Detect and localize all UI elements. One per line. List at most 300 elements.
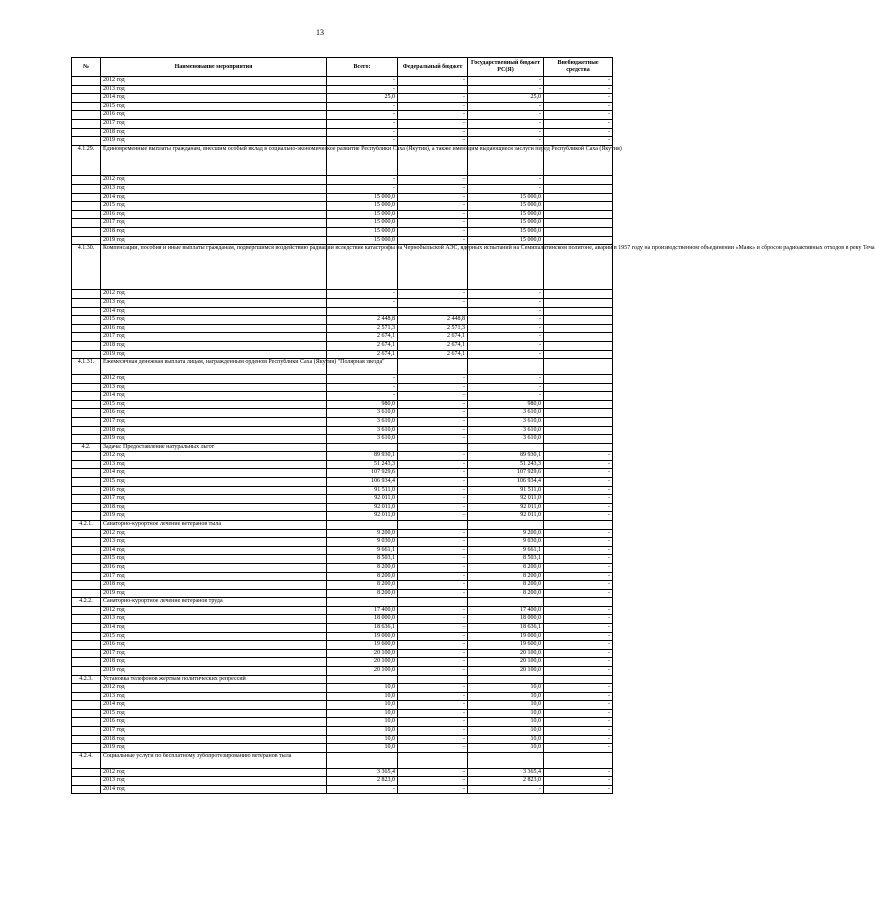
federal-value: - — [398, 555, 468, 564]
col-header-federal: Федеральный бюджет — [398, 58, 468, 77]
federal-value: 2 674,1 — [398, 333, 468, 342]
extrabudget-value: - — [544, 563, 613, 572]
state-value: 3 610,0 — [468, 426, 544, 435]
table-row-year — [72, 735, 613, 744]
federal-value: - — [398, 375, 468, 384]
extrabudget-value — [544, 342, 613, 351]
year-label: 2014 год — [101, 701, 327, 710]
empty-number-cell — [72, 137, 101, 146]
federal-value — [398, 85, 468, 94]
empty-number-cell — [72, 375, 101, 384]
empty-number-cell — [72, 452, 101, 461]
state-value: - — [468, 176, 544, 185]
federal-value: - — [398, 718, 468, 727]
table-row-year — [72, 503, 613, 512]
federal-value: - — [398, 202, 468, 211]
empty-number-cell — [72, 718, 101, 727]
item-description: Ежемесячная денежная выплата лицам, награжденным орденом Республики Саха (Якутия) "Полярная звезда" — [101, 359, 327, 375]
table-row-year — [72, 128, 613, 137]
empty-cell — [544, 752, 613, 768]
table-row-year — [72, 529, 613, 538]
empty-number-cell — [72, 460, 101, 469]
federal-value: - — [398, 538, 468, 547]
extrabudget-value: - — [544, 692, 613, 701]
extrabudget-value — [544, 435, 613, 444]
federal-value: - — [398, 210, 468, 219]
empty-number-cell — [72, 227, 101, 236]
empty-cell — [468, 443, 544, 452]
state-value: 10,0 — [468, 744, 544, 753]
empty-cell — [327, 598, 398, 607]
federal-value — [398, 307, 468, 316]
item-number: 4.1.31. — [72, 359, 101, 375]
state-value: 8 200,0 — [468, 581, 544, 590]
extrabudget-value — [544, 210, 613, 219]
federal-value: 2 448,8 — [398, 316, 468, 325]
federal-value: - — [398, 692, 468, 701]
year-label: 2012 год — [101, 176, 327, 185]
empty-number-cell — [72, 555, 101, 564]
extrabudget-value — [544, 299, 613, 308]
total-value: 20 100,0 — [327, 658, 398, 667]
year-label: 2012 год — [101, 77, 327, 86]
table-row-year — [72, 495, 613, 504]
empty-number-cell — [72, 77, 101, 86]
extrabudget-value — [544, 290, 613, 299]
table-row-year — [72, 383, 613, 392]
table-row-year — [72, 606, 613, 615]
year-label: 2015 год — [101, 555, 327, 564]
extrabudget-value: - — [544, 589, 613, 598]
total-value — [327, 307, 398, 316]
empty-number-cell — [72, 290, 101, 299]
year-label: 2015 год — [101, 102, 327, 111]
total-value: - — [327, 375, 398, 384]
year-label: 2019 год — [101, 350, 327, 359]
state-value: 15 000,0 — [468, 202, 544, 211]
empty-number-cell — [72, 193, 101, 202]
extrabudget-value: - — [544, 658, 613, 667]
federal-value: - — [398, 777, 468, 786]
table-row-item — [72, 245, 613, 290]
year-label: 2016 год — [101, 324, 327, 333]
federal-value: - — [398, 383, 468, 392]
empty-number-cell — [72, 94, 101, 103]
year-label: 2018 год — [101, 342, 327, 351]
year-label: 2017 год — [101, 418, 327, 427]
state-value: - — [468, 119, 544, 128]
item-number: 4.2. — [72, 443, 101, 452]
total-value: 19 000,0 — [327, 632, 398, 641]
total-value: 92 011,0 — [327, 495, 398, 504]
federal-value: - — [398, 426, 468, 435]
extrabudget-value — [544, 193, 613, 202]
extrabudget-value: - — [544, 102, 613, 111]
extrabudget-value — [544, 227, 613, 236]
table-row-year — [72, 658, 613, 667]
total-value: - — [327, 102, 398, 111]
empty-number-cell — [72, 478, 101, 487]
empty-number-cell — [72, 316, 101, 325]
table-row-year — [72, 219, 613, 228]
table-row-year — [72, 538, 613, 547]
table-row-year — [72, 227, 613, 236]
table-row-year — [72, 111, 613, 120]
extrabudget-value — [544, 333, 613, 342]
extrabudget-value: - — [544, 128, 613, 137]
year-label: 2017 год — [101, 649, 327, 658]
total-value: 2 674,1 — [327, 350, 398, 359]
federal-value: - — [398, 512, 468, 521]
year-label: 2019 год — [101, 666, 327, 675]
table-row-year — [72, 77, 613, 86]
budget-table — [71, 57, 875, 794]
col-header-name: Наименование мероприятия — [101, 58, 327, 77]
year-label: 2014 год — [101, 546, 327, 555]
empty-cell — [468, 598, 544, 607]
empty-cell — [398, 245, 468, 290]
state-value: 15 000,0 — [468, 236, 544, 245]
year-label: 2013 год — [101, 460, 327, 469]
empty-cell — [398, 359, 468, 375]
state-value: 10,0 — [468, 735, 544, 744]
table-row-year — [72, 563, 613, 572]
federal-value: - — [398, 193, 468, 202]
extrabudget-value: - — [544, 735, 613, 744]
empty-number-cell — [72, 684, 101, 693]
table-row-year — [72, 324, 613, 333]
table-row-year — [72, 210, 613, 219]
federal-value: - — [398, 546, 468, 555]
federal-value: - — [398, 727, 468, 736]
extrabudget-value: - — [544, 486, 613, 495]
federal-value: - — [398, 572, 468, 581]
total-value: 18 000,0 — [327, 615, 398, 624]
extrabudget-value: - — [544, 701, 613, 710]
extrabudget-value: - — [544, 119, 613, 128]
table-row-year — [72, 193, 613, 202]
table-row-year — [72, 316, 613, 325]
empty-number-cell — [72, 649, 101, 658]
federal-value: - — [398, 581, 468, 590]
year-label: 2017 год — [101, 333, 327, 342]
state-value: 9 661,1 — [468, 546, 544, 555]
empty-number-cell — [72, 102, 101, 111]
extrabudget-value: - — [544, 460, 613, 469]
table-row-year — [72, 184, 613, 193]
empty-number-cell — [72, 563, 101, 572]
table-row-year — [72, 102, 613, 111]
state-value: 8 200,0 — [468, 572, 544, 581]
total-value: 92 011,0 — [327, 512, 398, 521]
empty-number-cell — [72, 400, 101, 409]
federal-value: - — [398, 111, 468, 120]
year-label: 2015 год — [101, 709, 327, 718]
extrabudget-value: - — [544, 666, 613, 675]
empty-number-cell — [72, 623, 101, 632]
year-label: 2014 год — [101, 469, 327, 478]
state-value: 10,0 — [468, 701, 544, 710]
state-value: - — [468, 111, 544, 120]
federal-value: - — [398, 495, 468, 504]
state-value: 15 000,0 — [468, 227, 544, 236]
year-label: 2019 год — [101, 512, 327, 521]
table-row-year — [72, 572, 613, 581]
state-value: - — [468, 342, 544, 351]
extrabudget-value: - — [544, 572, 613, 581]
extrabudget-value — [544, 176, 613, 185]
state-value: 20 100,0 — [468, 658, 544, 667]
state-value: 10,0 — [468, 718, 544, 727]
empty-cell — [544, 521, 613, 530]
extrabudget-value: - — [544, 727, 613, 736]
extrabudget-value — [544, 202, 613, 211]
year-label: 2014 год — [101, 392, 327, 401]
item-description: Задача: Предоставление натуральных льгот — [101, 443, 327, 452]
total-value: 89 930,1 — [327, 452, 398, 461]
table-row-item — [72, 598, 613, 607]
federal-value: - — [398, 236, 468, 245]
empty-number-cell — [72, 666, 101, 675]
federal-value: - — [398, 128, 468, 137]
empty-number-cell — [72, 307, 101, 316]
item-number: 4.2.4. — [72, 752, 101, 768]
total-value: 91 511,0 — [327, 486, 398, 495]
extrabudget-value: - — [544, 777, 613, 786]
empty-cell — [398, 443, 468, 452]
extrabudget-value: - — [544, 623, 613, 632]
total-value: 10,0 — [327, 727, 398, 736]
total-value: 15 000,0 — [327, 227, 398, 236]
extrabudget-value: - — [544, 606, 613, 615]
state-value: - — [468, 307, 544, 316]
extrabudget-value — [544, 236, 613, 245]
extrabudget-value — [544, 350, 613, 359]
state-value: 20 100,0 — [468, 666, 544, 675]
federal-value: - — [398, 469, 468, 478]
empty-number-cell — [72, 219, 101, 228]
state-value: - — [468, 392, 544, 401]
empty-number-cell — [72, 641, 101, 650]
year-label: 2016 год — [101, 210, 327, 219]
empty-number-cell — [72, 435, 101, 444]
empty-number-cell — [72, 785, 101, 794]
state-value: - — [468, 128, 544, 137]
state-value: 10,0 — [468, 692, 544, 701]
table-row-year — [72, 623, 613, 632]
total-value: 92 011,0 — [327, 503, 398, 512]
year-label: 2012 год — [101, 684, 327, 693]
empty-number-cell — [72, 383, 101, 392]
federal-value: - — [398, 290, 468, 299]
federal-value: - — [398, 219, 468, 228]
total-value: 15 000,0 — [327, 210, 398, 219]
state-value: 10,0 — [468, 709, 544, 718]
extrabudget-value: - — [544, 85, 613, 94]
year-label: 2012 год — [101, 606, 327, 615]
year-label: 2013 год — [101, 383, 327, 392]
federal-value: - — [398, 563, 468, 572]
empty-number-cell — [72, 744, 101, 753]
federal-value: - — [398, 299, 468, 308]
total-value: 20 100,0 — [327, 649, 398, 658]
year-label: 2013 год — [101, 615, 327, 624]
item-number: 4.1.30. — [72, 245, 101, 290]
empty-cell — [468, 752, 544, 768]
total-value: 18 636,1 — [327, 623, 398, 632]
empty-cell — [327, 752, 398, 768]
empty-number-cell — [72, 709, 101, 718]
year-label: 2012 год — [101, 768, 327, 777]
table-row-year — [72, 632, 613, 641]
table-row-year — [72, 176, 613, 185]
table-row-year — [72, 299, 613, 308]
state-value: 19 000,0 — [468, 632, 544, 641]
state-value: 25,0 — [468, 94, 544, 103]
year-label: 2017 год — [101, 572, 327, 581]
extrabudget-value — [544, 426, 613, 435]
federal-value: - — [398, 418, 468, 427]
table-row-year — [72, 418, 613, 427]
state-value: 9 200,0 — [468, 529, 544, 538]
federal-value: - — [398, 137, 468, 146]
federal-value: - — [398, 701, 468, 710]
empty-number-cell — [72, 299, 101, 308]
empty-cell — [398, 598, 468, 607]
col-header-state: Государственный бюджет РС(Я) — [468, 58, 544, 77]
state-value: 106 934,4 — [468, 478, 544, 487]
empty-number-cell — [72, 632, 101, 641]
table-row-year — [72, 137, 613, 146]
year-label: 2016 год — [101, 641, 327, 650]
year-label: 2012 год — [101, 452, 327, 461]
year-label: 2018 год — [101, 128, 327, 137]
item-description: Социальные услуги по бесплатному зубопротезированию ветеранов тыла — [101, 752, 327, 768]
state-value: - — [468, 299, 544, 308]
year-label: 2017 год — [101, 119, 327, 128]
federal-value: - — [398, 184, 468, 193]
extrabudget-value: - — [544, 785, 613, 794]
empty-number-cell — [72, 128, 101, 137]
year-label: 2018 год — [101, 658, 327, 667]
year-label: 2017 год — [101, 495, 327, 504]
col-header-number: № — [72, 58, 101, 77]
table-row-year — [72, 649, 613, 658]
state-value: - — [468, 785, 544, 794]
state-value: 107 929,6 — [468, 469, 544, 478]
table-row-year — [72, 692, 613, 701]
total-value: - — [327, 77, 398, 86]
extrabudget-value: - — [544, 452, 613, 461]
extrabudget-value: - — [544, 503, 613, 512]
state-value: 20 100,0 — [468, 649, 544, 658]
table-row-item — [72, 752, 613, 768]
table-row-year — [72, 452, 613, 461]
state-value: - — [468, 316, 544, 325]
federal-value: - — [398, 623, 468, 632]
year-label: 2018 год — [101, 581, 327, 590]
empty-cell — [468, 521, 544, 530]
federal-value: - — [398, 709, 468, 718]
state-value: 3 610,0 — [468, 418, 544, 427]
state-value: 10,0 — [468, 684, 544, 693]
total-value: 10,0 — [327, 709, 398, 718]
empty-number-cell — [72, 589, 101, 598]
federal-value: - — [398, 176, 468, 185]
state-value: 18 000,0 — [468, 615, 544, 624]
extrabudget-value: - — [544, 709, 613, 718]
empty-cell — [398, 675, 468, 684]
state-value: 92 011,0 — [468, 503, 544, 512]
extrabudget-value: - — [544, 469, 613, 478]
extrabudget-value: - — [544, 512, 613, 521]
federal-value: - — [398, 400, 468, 409]
extrabudget-value: - — [544, 77, 613, 86]
state-value: 10,0 — [468, 727, 544, 736]
state-value: 15 000,0 — [468, 219, 544, 228]
total-value: - — [327, 137, 398, 146]
empty-number-cell — [72, 735, 101, 744]
state-value: 980,0 — [468, 400, 544, 409]
table-row-year — [72, 307, 613, 316]
total-value: 2 571,3 — [327, 324, 398, 333]
state-value: 18 636,1 — [468, 623, 544, 632]
empty-cell — [327, 521, 398, 530]
table-header-row — [72, 58, 613, 77]
federal-value: 2 674,1 — [398, 342, 468, 351]
extrabudget-value: - — [544, 111, 613, 120]
total-value: 8 200,0 — [327, 572, 398, 581]
total-value: 107 929,6 — [327, 469, 398, 478]
empty-cell — [398, 521, 468, 530]
total-value: - — [327, 176, 398, 185]
empty-number-cell — [72, 119, 101, 128]
federal-value: 2 674,1 — [398, 350, 468, 359]
table-row-year — [72, 392, 613, 401]
year-label: 2017 год — [101, 219, 327, 228]
item-description: Санаторно-курортное лечение ветеранов труда — [101, 598, 327, 607]
state-value: 91 511,0 — [468, 486, 544, 495]
item-number: 4.2.2. — [72, 598, 101, 607]
extrabudget-value — [544, 409, 613, 418]
total-value: 3 610,0 — [327, 426, 398, 435]
year-label: 2015 год — [101, 316, 327, 325]
empty-cell — [327, 443, 398, 452]
total-value: 3 610,0 — [327, 435, 398, 444]
empty-number-cell — [72, 512, 101, 521]
table-row-year — [72, 512, 613, 521]
empty-number-cell — [72, 727, 101, 736]
federal-value: - — [398, 77, 468, 86]
year-label: 2012 год — [101, 375, 327, 384]
total-value: 2 674,1 — [327, 333, 398, 342]
extrabudget-value: - — [544, 615, 613, 624]
table-row-year — [72, 342, 613, 351]
total-value: 9 030,0 — [327, 538, 398, 547]
year-label: 2013 год — [101, 299, 327, 308]
empty-number-cell — [72, 202, 101, 211]
extrabudget-value: - — [544, 546, 613, 555]
federal-value: - — [398, 409, 468, 418]
extrabudget-value — [544, 400, 613, 409]
empty-number-cell — [72, 210, 101, 219]
total-value: - — [327, 128, 398, 137]
year-label: 2012 год — [101, 529, 327, 538]
table-row-year — [72, 615, 613, 624]
year-label: 2016 год — [101, 486, 327, 495]
total-value: 3 365,4 — [327, 768, 398, 777]
state-value: 8 503,1 — [468, 555, 544, 564]
